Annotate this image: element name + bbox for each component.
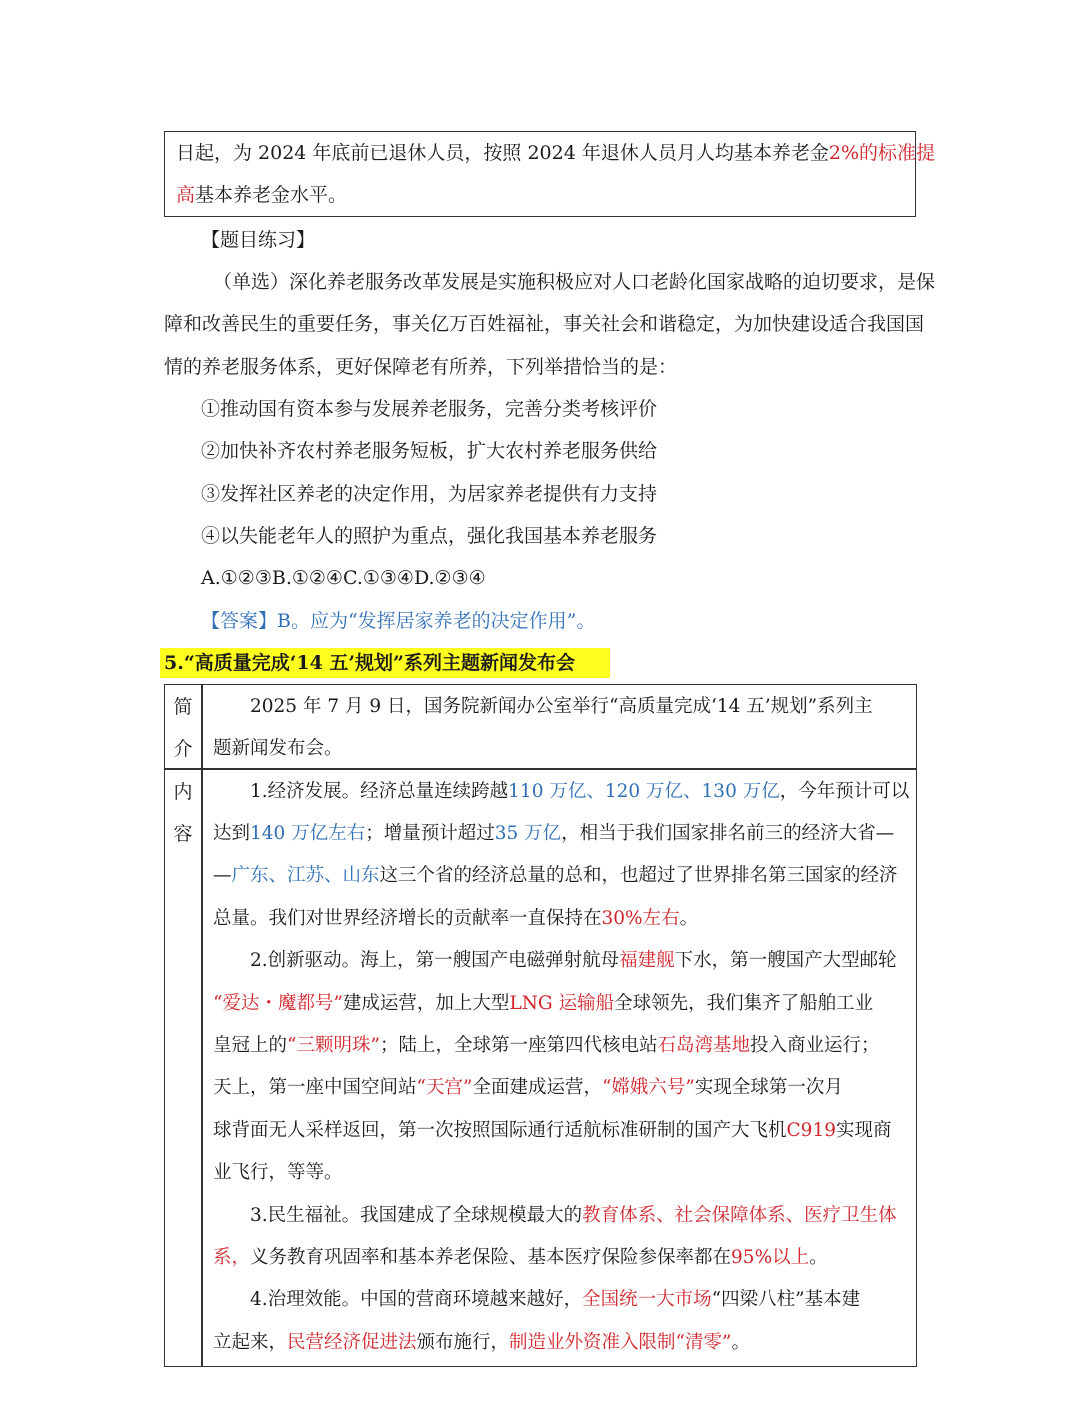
section-5-title: 5.“高质量完成‘14 五’规划”系列主题新闻发布会: [164, 652, 575, 674]
governance-line-1: 4.治理效能。中国的营商环境越来越好，全国统一大市场“四梁八柱”基本建: [250, 1289, 861, 1310]
economy-line-3: —广东、江苏、山东这三个省的经济总量的总和，也超过了世界排名第三国家的经济: [213, 865, 898, 886]
innovation-line-4: 天上，第一座中国空间站“天宫”全面建成运营，“嫦娥六号”实现全球第一次月: [213, 1077, 843, 1098]
welfare-line-2: 系，义务教育巩固率和基本养老保险、基本医疗保险参保率都在95%以上。: [213, 1247, 828, 1268]
option-4: ④以失能老年人的照护为重点，强化我国基本养老服务: [201, 525, 658, 547]
answer-explanation: 【答案】B。应为“发挥居家养老的决定作用”。: [201, 610, 596, 632]
intro-label-2: 介: [173, 738, 193, 760]
practice-header: 【题目练习】: [201, 229, 316, 251]
option-1: ①推动国有资本参与发展养老服务，完善分类考核评价: [201, 398, 658, 420]
intro-line-1: 2025 年 7 月 9 日，国务院新闻办公室举行“高质量完成‘14 五’规划”系列主: [250, 696, 873, 717]
innovation-line-2: “爱达・魔都号”建成运营，加上大型LNG 运输船全球领先，我们集齐了船舶工业: [213, 993, 874, 1014]
intro-line-2: 题新闻发布会。: [213, 738, 343, 759]
option-3: ③发挥社区养老的决定作用，为居家养老提供有力支持: [201, 483, 658, 505]
question-line-2: 障和改善民生的重要任务，事关亿万百姓福祉，事关社会和谐稳定，为加快建设适合我国国: [164, 313, 925, 335]
pension-note-line-2: 高基本养老金水平。: [176, 184, 348, 206]
innovation-line-6: 业飞行，等等。: [213, 1162, 343, 1183]
governance-line-2: 立起来，民营经济促进法颁布施行，制造业外资准入限制“清零”。: [213, 1332, 750, 1353]
answer-choices: A.①②③B.①②④C.①③④D.②③④: [201, 567, 486, 589]
economy-line-1: 1.经济发展。经济总量连续跨越110 万亿、120 万亿、130 万亿，今年预计可以: [250, 781, 910, 802]
content-label-1: 内: [173, 781, 193, 803]
option-2: ②加快补齐农村养老服务短板，扩大农村养老服务供给: [201, 440, 658, 462]
innovation-line-5: 球背面无人采样返回，第一次按照国际通行适航标准研制的国产大飞机C919实现商: [213, 1120, 892, 1141]
welfare-line-1: 3.民生福祉。我国建成了全球规模最大的教育体系、社会保障体系、医疗卫生体: [250, 1205, 897, 1226]
innovation-line-3: 皇冠上的“三颗明珠”；陆上，全球第一座第四代核电站石岛湾基地投入商业运行；: [213, 1035, 880, 1056]
question-line-1: （单选）深化养老服务改革发展是实施积极应对人口老龄化国家战略的迫切要求，是保: [213, 271, 936, 293]
economy-line-4: 总量。我们对世界经济增长的贡献率一直保持在30%左右。: [213, 908, 699, 929]
pension-note-line-1: 日起，为 2024 年底前已退休人员，按照 2024 年退休人员月人均基本养老金2%的标准提: [176, 142, 936, 164]
economy-line-2: 达到140 万亿左右；增量预计超过35 万亿，相当于我们国家排名前三的经济大省—: [213, 823, 895, 844]
question-line-3: 情的养老服务体系，更好保障老有所养，下列举措恰当的是：: [164, 356, 678, 378]
intro-label-1: 简: [173, 696, 193, 718]
content-label-2: 容: [173, 823, 193, 845]
table-row-divider: [164, 768, 917, 770]
innovation-line-1: 2.创新驱动。海上，第一艘国产电磁弹射航母福建舰下水，第一艘国产大型邮轮: [250, 950, 897, 971]
